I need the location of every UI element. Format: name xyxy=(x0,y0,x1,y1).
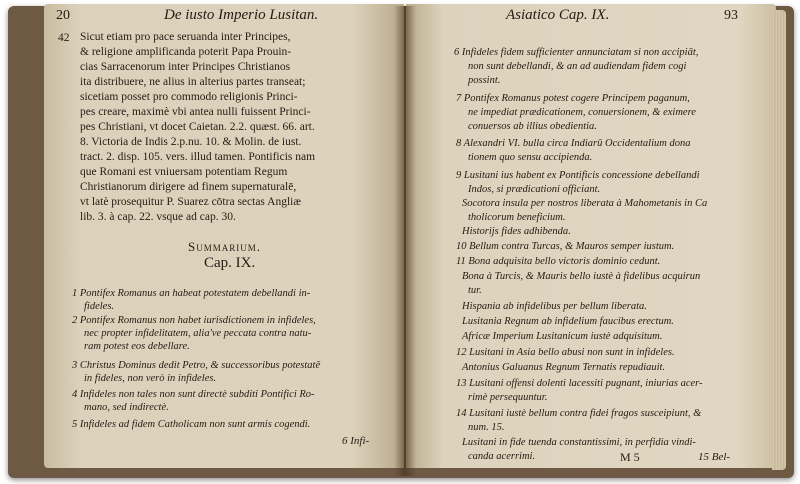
body-line: Sicut etiam pro pace seruanda inter Principes, xyxy=(80,31,291,43)
summary-item: 1 Pontifex Romanus an habeat potestatem debellandi in- xyxy=(72,288,311,299)
paragraph-number: 42 xyxy=(58,32,70,44)
summary-item: tionem quo sensu accipienda. xyxy=(468,152,593,163)
body-line: ita distribuere, ne alius in alterius partes transeat; xyxy=(80,76,306,88)
summary-item: 9 Lusitani ius habent ex Pontificis concessione debellandi xyxy=(456,170,700,181)
summary-item: Hispania ab infidelibus per bellum liberata. xyxy=(462,301,647,312)
left-catchword: 6 Infi- xyxy=(342,435,370,447)
summary-item: 6 Infideles fidem sufficienter annunciatam si non accipiāt, xyxy=(454,47,699,58)
body-line: vt latè prosequitur P. Suarez cōtra sectas Angliæ xyxy=(80,196,302,208)
book-gutter xyxy=(394,6,416,476)
summary-item: 5 Infideles ad fidem Catholicam non sunt armis cogendi. xyxy=(72,419,311,430)
body-line: que Romani est vniuersam potentiam Regum xyxy=(80,166,288,178)
summary-item: 14 Lusitani iustè bellum contra fidei fragos susceipiunt, & xyxy=(456,408,702,419)
chapter-heading: Cap. IX. xyxy=(204,255,256,271)
summary-item: 8 Alexandri VI. bulla circa Indiarū Occidentalium dona xyxy=(456,138,691,149)
summary-item: Historijs fides adhibenda. xyxy=(462,226,571,237)
summary-item: ram potest eos debellare. xyxy=(84,341,190,352)
summary-item: possint. xyxy=(468,75,501,86)
body-line: lib. 3. à cap. 22. vsque ad cap. 30. xyxy=(80,211,236,223)
body-line: 8. Victoria de Indis 2.p.nu. 10. & Molin. de iust. xyxy=(80,136,302,148)
right-running-header: Asiatico Cap. IX. xyxy=(506,7,610,23)
summary-item: non sunt debellandi, & an ad audiendam fidem cogi xyxy=(468,61,687,72)
signature-mark: M 5 xyxy=(620,450,640,464)
body-line: pes creare, maximè vbi antea nulli fuissent Princi- xyxy=(80,106,311,118)
body-line: & religione amplificanda poterit Papa Prouin- xyxy=(80,46,292,58)
summary-item: 10 Bellum contra Turcas, & Mauros semper iustum. xyxy=(456,241,675,252)
summary-item: 4 Infideles non tales non sunt directè subditi Pontifici Ro- xyxy=(72,389,315,400)
summary-item: rimè persequuntur. xyxy=(468,392,548,403)
summary-item: 3 Christus Dominus dedit Petro, & successoribus potestatē xyxy=(72,360,321,371)
summary-item: Lusitania Regnum ab infidelium faucibus erectum. xyxy=(462,316,674,327)
right-page xyxy=(406,4,776,468)
body-line: cias Sarracenorum inter Principes Christianos xyxy=(80,61,291,73)
summary-item: conuersos ab illius obedientia. xyxy=(468,121,597,132)
left-running-header: De iusto Imperio Lusitan. xyxy=(164,7,319,23)
summary-item: Socotora insula per nostros liberata à Mahometanis in Ca xyxy=(462,198,708,209)
summary-item: 12 Lusitani in Asia bello abusi non sunt in infideles. xyxy=(456,347,675,358)
summary-item: canda acerrimi. xyxy=(468,451,536,462)
summary-item: num. 15. xyxy=(468,422,505,433)
summary-item: 13 Lusitani offensi dolenti lacessiti pugnant, iniurias acer- xyxy=(456,378,703,389)
summary-title: Summarium. xyxy=(188,239,261,254)
body-line: tract. 2. disp. 105. vers. illud tamen. Pontificis nam xyxy=(80,151,316,163)
summary-item: Africæ Imperium Lusitanicum iustè adquisitum. xyxy=(462,331,663,342)
summary-item: fideles. xyxy=(84,301,115,312)
summary-item: 2 Pontifex Romanus non habet iurisdictionem in infideles, xyxy=(72,315,316,326)
body-line: pes Christiani, vt docet Caietan. 2.2. quæst. 66. art. xyxy=(80,121,315,133)
summary-item: nec propter infidelitatem, alia've peccata contra natu- xyxy=(84,328,312,339)
left-page xyxy=(44,4,404,468)
body-line: sicetiam posset pro commodo religionis Princi- xyxy=(80,91,298,103)
summary-item: in fideles, non verò in infideles. xyxy=(84,373,217,384)
right-catchword: 15 Bel- xyxy=(698,451,731,463)
body-line: Christianorum dirigere ad finem supernaturalē, xyxy=(80,181,297,193)
left-page-number: 20 xyxy=(56,8,70,23)
summary-item: Bona à Turcis, & Mauris bello iustè à fidelibus acquirun xyxy=(462,271,701,282)
summary-item: Indos, si prædicationi officiant. xyxy=(468,184,601,195)
summary-item: 11 Bona adquisita bello victoris dominio cedunt. xyxy=(456,256,661,267)
summary-item: Antonius Galuanus Regnum Ternatis repudiauit. xyxy=(462,362,666,373)
summary-item: mano, sed indirectè. xyxy=(84,402,169,413)
right-page-number: 93 xyxy=(724,8,738,23)
summary-item: tur. xyxy=(468,285,482,296)
summary-item: Lusitani in fide tuenda constantissimi, in perfidia vindi- xyxy=(462,437,696,448)
summary-item: 7 Pontifex Romanus potest cogere Principem paganum, xyxy=(456,93,690,104)
page-block-edge-right xyxy=(772,10,786,470)
summary-item: tholicorum beneficium. xyxy=(468,212,566,223)
summary-item: ne impediat prædicationem, conuersionem, & eximere xyxy=(468,107,696,118)
